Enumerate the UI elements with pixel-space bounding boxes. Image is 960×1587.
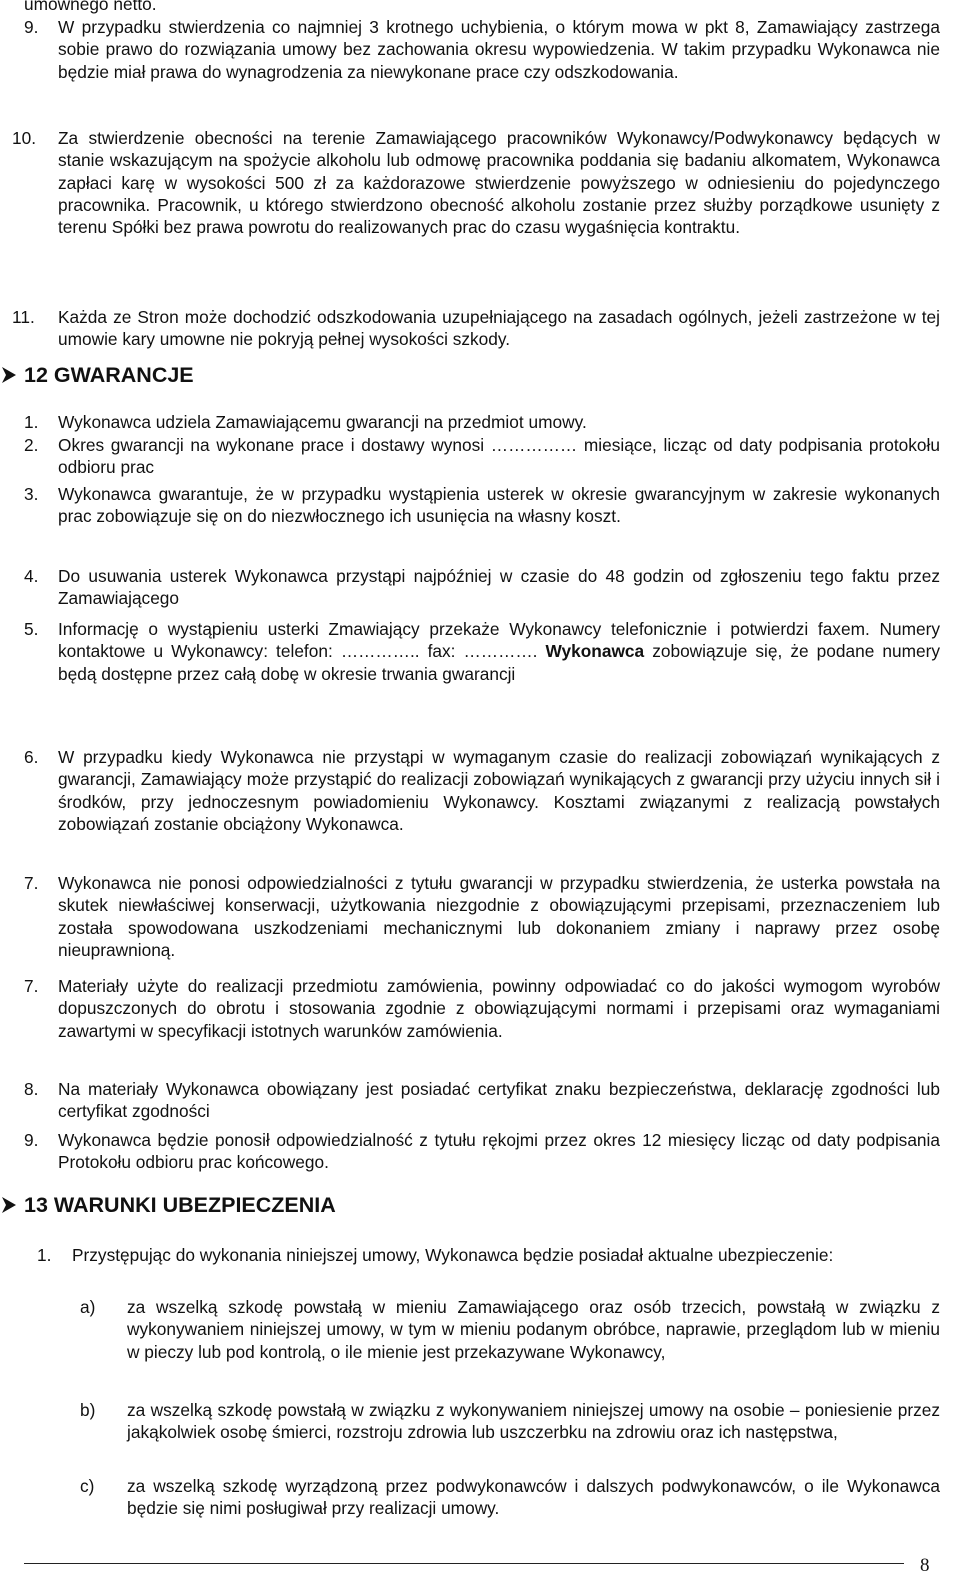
list-item: [58, 618, 940, 685]
list-item: W przypadku kiedy Wykonawca nie przystąpi w wymaganym czasie do realizacji zobowiązań wynikających z gwarancji, Zamawiający może przystąpić do realizacji zobowiązań wynikających z gwarancji przy użyciu innych sił i środków, przy jednoczesnym powiadomieniu Wykonawcy. Kosztami związanymi z realizacją powstałych zobowiązań zostanie obciążony Wykonawca.: [58, 747, 940, 834]
list-item: Na materiały Wykonawca obowiązany jest posiadać certyfikat znaku bezpieczeństwa, deklarację zgodności lub certyfikat zgodności: [58, 1079, 940, 1122]
sub-item-letter: b): [80, 1400, 96, 1420]
arrow-bullet-icon: [0, 362, 18, 388]
list-number: 3.: [24, 484, 39, 504]
list-item: Do usuwania usterek Wykonawca przystąpi najpóźniej w czasie do 48 godzin od zgłoszeniu tego faktu przez Zamawiającego: [58, 566, 940, 609]
list-number: 7.: [24, 976, 39, 996]
list-number: 5.: [24, 619, 39, 639]
list-number: 7.: [24, 873, 39, 893]
list-item: Wykonawca nie ponosi odpowiedzialności z tytułu gwarancji w przypadku stwierdzenia, że usterka powstała na skutek niewłaściwej konserwacji, użytkowania niezgodnie z obowiązującymi przepisami, przeznaczeniem lub została spowodowana uszkodzeniami mechanicznymi lub dokonaniem zmiany i naprawy przez osobę nieuprawnioną.: [58, 873, 940, 960]
arrow-bullet-icon: [0, 1192, 18, 1218]
sub-item: za wszelką szkodę wyrządzoną przez podwykonawców i dalszych podwykonawców, o ile Wykonawca będzie się nimi posługiwał przy realizacji umowy.: [127, 1476, 940, 1519]
list-item: Okres gwarancji na wykonane prace i dostawy wynosi …………… miesiące, licząc od daty podpisania protokołu odbioru prac: [58, 435, 940, 478]
bold-term: Wykonawca: [545, 641, 645, 662]
list-item: Wykonawca gwarantuje, że w przypadku wystąpienia usterek w okresie gwarancyjnym w zakresie wykonanych prac zobowiązuje się on do niezwłocznego ich usunięcia na własny koszt.: [58, 484, 940, 527]
list-number: 9.: [24, 1130, 39, 1150]
page-number: 8: [920, 1555, 930, 1576]
list-number: 4.: [24, 566, 39, 586]
list-number: 10.: [12, 128, 37, 148]
list-number: 1.: [37, 1245, 52, 1265]
list-item: Każda ze Stron może dochodzić odszkodowania uzupełniającego na zasadach ogólnych, jeżeli zastrzeżone w tej umowie kary umowne nie pokryją pełnej wysokości szkody.: [58, 307, 940, 350]
sub-item: za wszelką szkodę powstałą w związku z wykonywaniem niniejszej umowy na osobie – poniesienie przez jakąkolwiek osobę śmierci, rozstroju zdrowia lub uszczerbku na zdrowiu oraz ich następstwa,: [127, 1400, 940, 1443]
sub-item-letter: c): [80, 1476, 95, 1496]
list-item: W przypadku stwierdzenia co najmniej 3 krotnego uchybienia, o którym mowa w pkt 8, Zamawiający zastrzega sobie prawo do rozwiązania umowy bez zachowania okresu wypowiedzenia. W takim przypadku Wykonawca nie będzie miał prawa do wynagrodzenia za niewykonane prace czy odszkodowania.: [58, 17, 940, 82]
list-item: Przystępując do wykonania niniejszej umowy, Wykonawca będzie posiadał aktualne ubezpieczenie:: [72, 1245, 834, 1265]
sub-item-letter: a): [80, 1297, 96, 1317]
list-number: 1.: [24, 412, 39, 432]
list-number: 6.: [24, 747, 39, 767]
section-heading-title: 13 WARUNKI UBEZPIECZENIA: [24, 1193, 336, 1217]
list-number: 2.: [24, 435, 39, 455]
list-number: 8.: [24, 1079, 39, 1099]
section-heading-title: 12 GWARANCJE: [24, 363, 194, 387]
footer-rule: [24, 1563, 904, 1564]
list-item: [58, 127, 940, 238]
list-item: Wykonawca udziela Zamawiającemu gwarancji na przedmiot umowy.: [58, 412, 587, 432]
list-item-text: Za stwierdzenie obecności na terenie Zamawiającego pracowników Wykonawcy/Podwykonawcy będących w stanie wskazującym na spożycie alkoholu lub odmowę pracownika poddania się badaniu alkomatem, Wykonawca zapłaci karę w wysokości 500 zł za każdorazowe stwierdzenie powyższego w odniesieniu do pojedynczego pracownika. Pracownik, u którego stwierdzono obecność alkoholu zostanie przez służby porządkowe usunięty z terenu Spółki bez prawa powrotu do realizowanych prac do czasu wygaśnięcia kontraktu.: [58, 128, 940, 238]
sub-item: za wszelką szkodę powstałą w mieniu Zamawiającego oraz osób trzecich, powstałą w związku z wykonywaniem niniejszej umowy, w tym w mieniu podanym obróbce, naprawie, przeglądom lub w mieniu w pieczy lub pod kontrolą, o ile mienie jest przekazywane Wykonawcy,: [127, 1297, 940, 1362]
list-item-text: Informację o wystąpieniu usterki Zmawiający przekaże Wykonawcy telefonicznie i potwierdzi faxem. Numery kontaktowe u Wykonawcy: telefon: ………….. fax: ………….: [58, 619, 940, 662]
list-number: 11.: [12, 307, 35, 327]
list-item: Wykonawca będzie ponosił odpowiedzialność z tytułu rękojmi przez okres 12 miesięcy licząc od daty podpisania Protokołu odbioru prac końcowego.: [58, 1130, 940, 1173]
list-item-text: zobowiązuje się, że podane numery będą dostępne przez całą dobę w okresie trwania gwarancji: [58, 641, 941, 684]
text-line: umownego netto.: [24, 0, 157, 14]
list-number: 9.: [24, 17, 39, 37]
list-item: Materiały użyte do realizacji przedmiotu zamówienia, powinny odpowiadać co do jakości wymogom wyrobów dopuszczonych do obrotu i stosowania zgodnie z obowiązującymi normami i przepisami oraz wymaganiami zawartymi w specyfikacji istotnych warunków zamówienia.: [58, 976, 940, 1041]
